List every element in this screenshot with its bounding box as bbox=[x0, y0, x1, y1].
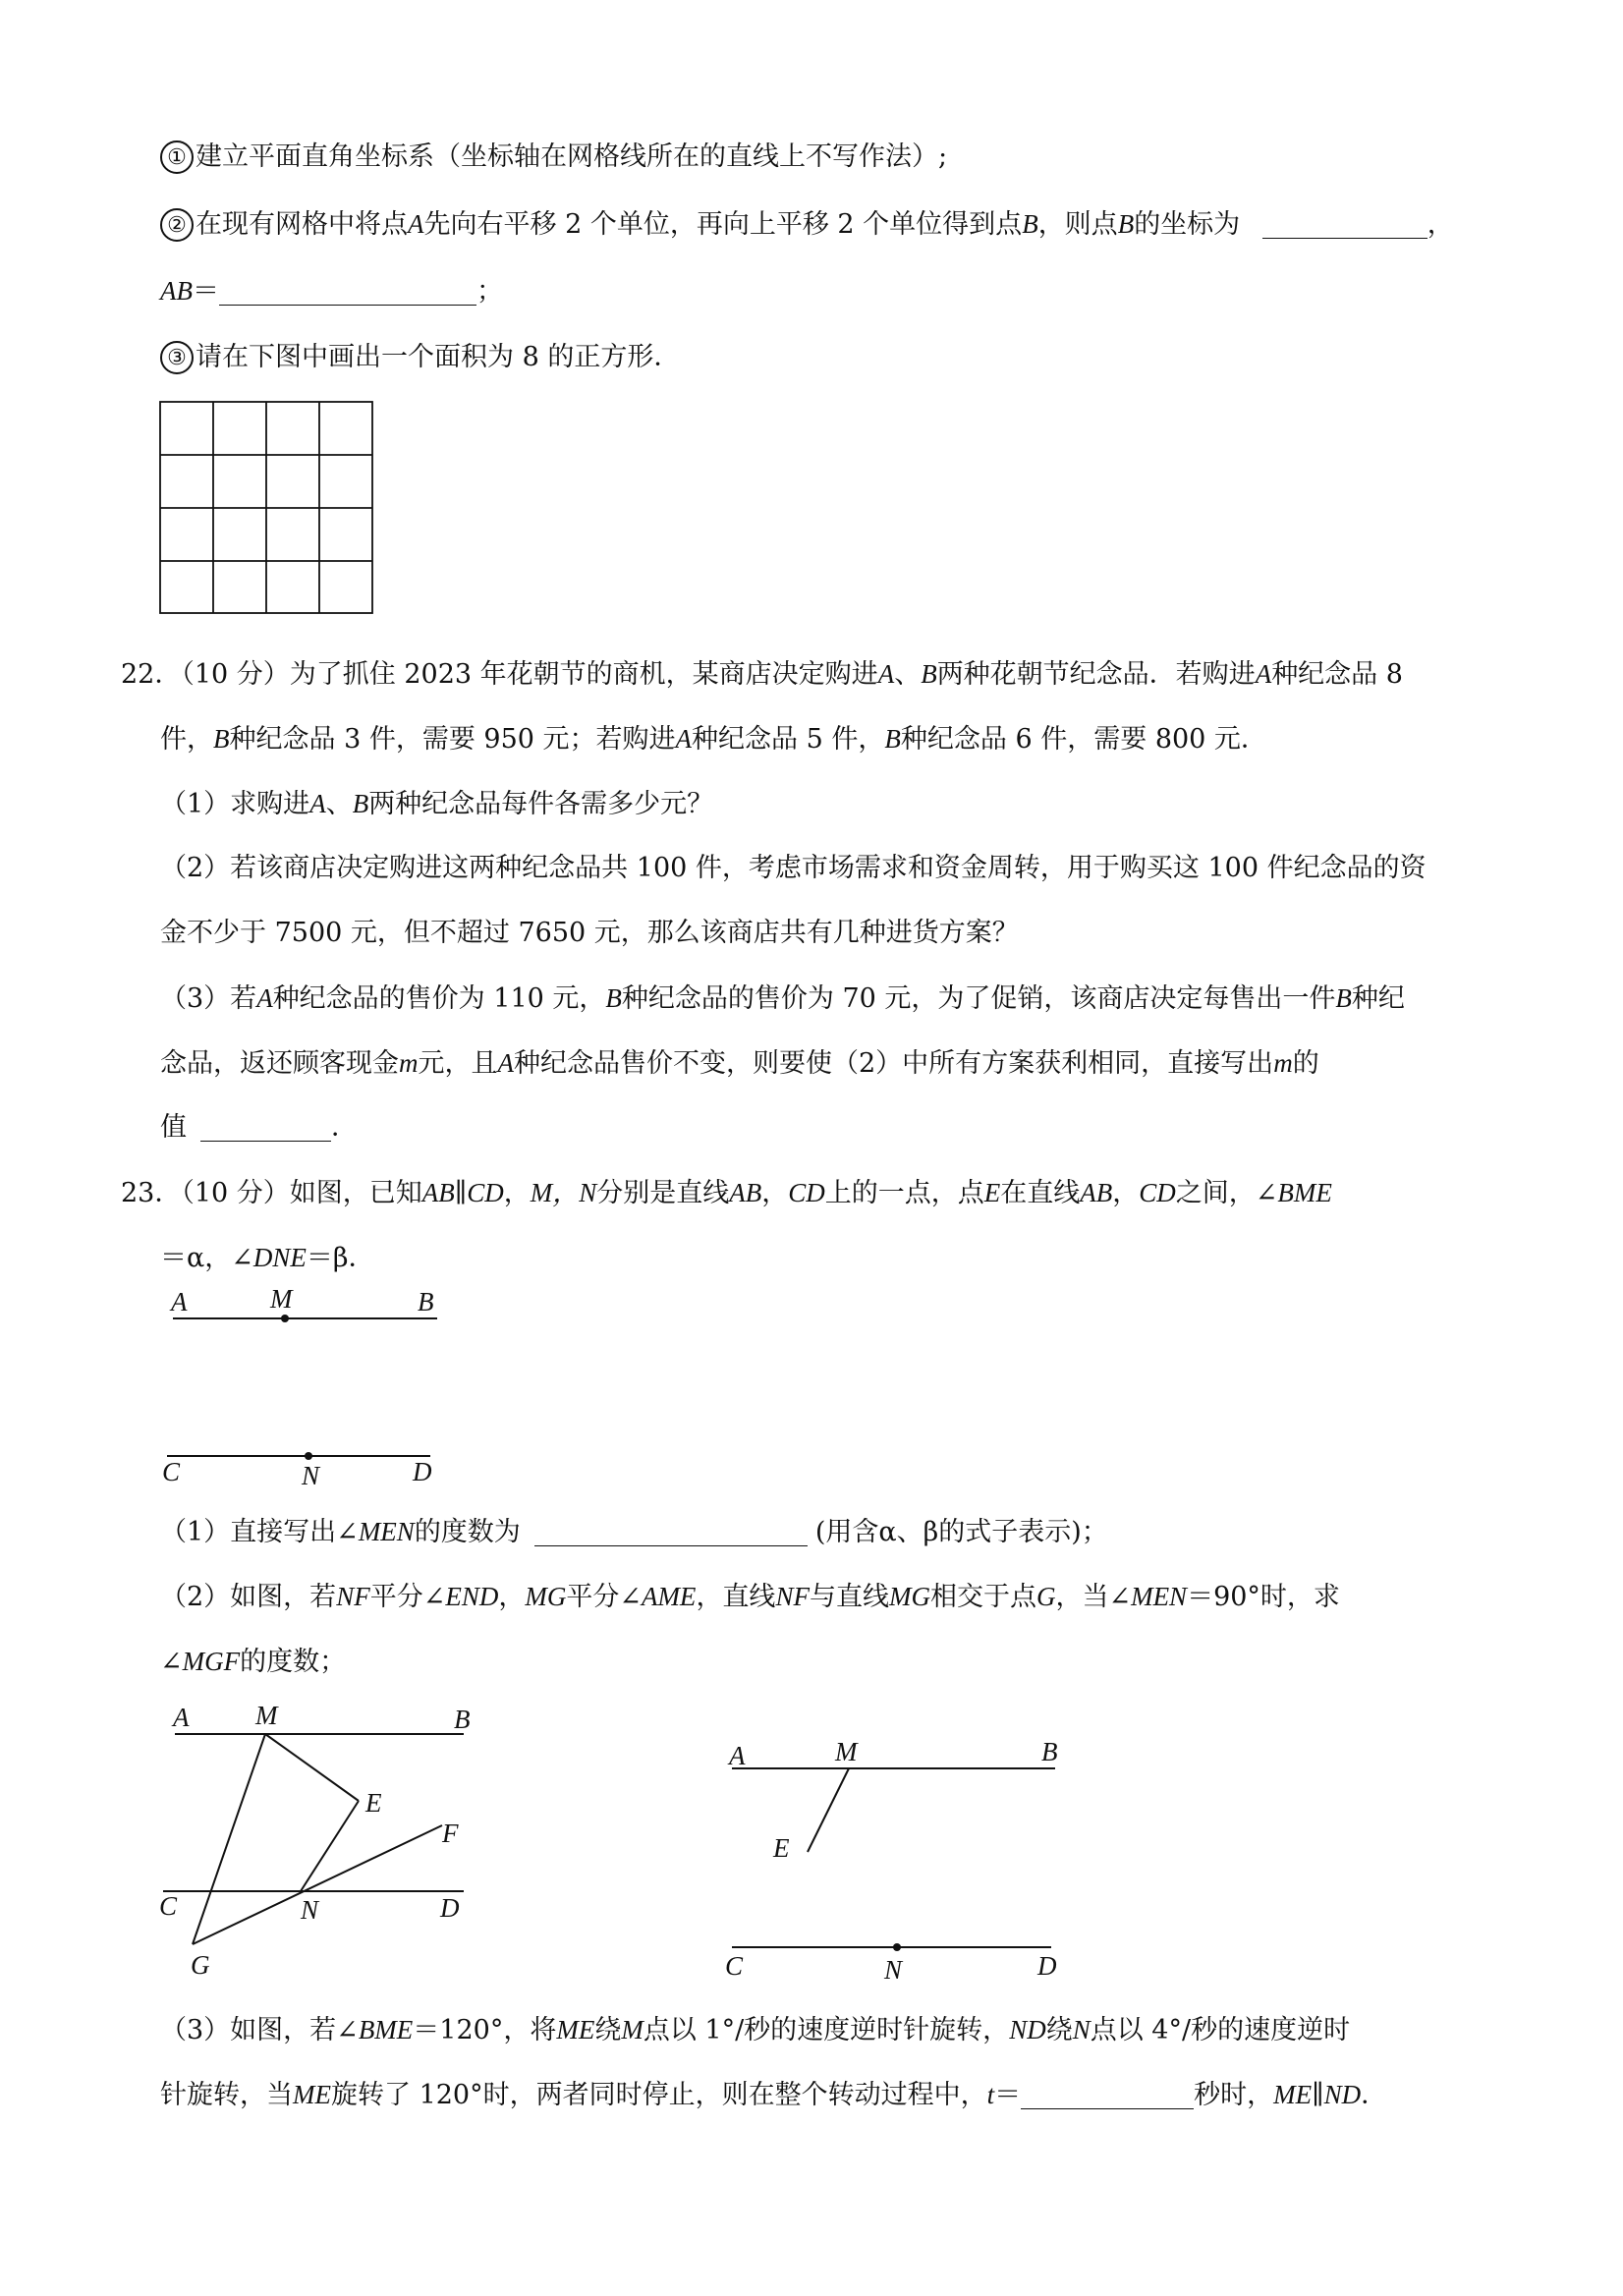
label-B: B bbox=[454, 1705, 471, 1734]
label-N: N bbox=[884, 1955, 903, 1985]
q22-part1: （1）求购进A、B两种纪念品每件各需多少元？ bbox=[160, 789, 714, 819]
answer-blank[interactable] bbox=[1262, 212, 1427, 239]
answer-blank[interactable] bbox=[534, 1520, 808, 1546]
q23-part1: （1）直接写出∠MEN的度数为 (用含α、β的式子表示)； bbox=[160, 1517, 1108, 1547]
label-N: N bbox=[302, 1461, 320, 1490]
answer-blank[interactable] bbox=[1021, 2083, 1194, 2109]
label-M: M bbox=[270, 1284, 293, 1314]
q21-item2-ab: AB＝ ； bbox=[160, 276, 503, 307]
label-C: C bbox=[159, 1891, 178, 1921]
label-E: E bbox=[365, 1788, 382, 1818]
q22-part2-line1: （2）若该商店决定购进这两种纪念品共 100 件，考虑市场需求和资金周转，用于购买这 100 件纪念品的资 bbox=[160, 853, 1427, 883]
label-A: A bbox=[171, 1287, 188, 1316]
label-A: A bbox=[173, 1703, 190, 1732]
q22-part2-line2: 金不少于 7500 元，但不超过 7650 元，那么该商店共有几种进货方案？ bbox=[160, 918, 1019, 948]
q23-part3-line2: 针旋转，当ME旋转了 120°时，两者同时停止，则在整个转动过程中，t＝ 秒时，ME∥ND． bbox=[160, 2080, 1388, 2110]
label-B: B bbox=[418, 1287, 434, 1316]
q22-line1: 22．（10 分）为了抓住 2023 年花朝节的商机，某商店决定购进A、B两种花朝节纪念品．若购进A种纪念品 8 bbox=[121, 659, 1403, 690]
q22-part3-line2: 念品，返还顾客现金m元，且A种纪念品售价不变，则要使（2）中所有方案获利相同，直接写出m的 bbox=[160, 1048, 1319, 1079]
label-D: D bbox=[413, 1457, 432, 1486]
q23-line2: ＝α，∠DNE＝β． bbox=[160, 1243, 375, 1273]
label-B: B bbox=[1041, 1737, 1058, 1766]
circled-1: ① bbox=[160, 140, 194, 174]
q22-line2: 件，B种纪念品 3 件，需要 950 元；若购进A种纪念品 5 件，B种纪念品 6 件，需要 800 元． bbox=[160, 724, 1267, 755]
label-C: C bbox=[162, 1457, 181, 1486]
q21-item3: ③ 请在下图中画出一个面积为 8 的正方形． bbox=[160, 340, 680, 375]
label-E: E bbox=[773, 1833, 790, 1863]
circled-3: ③ bbox=[160, 341, 194, 374]
label-C: C bbox=[725, 1951, 744, 1981]
label-D: D bbox=[1037, 1951, 1057, 1981]
q21-item2: ② 在现有网格中将点A先向右平移 2 个单位，再向上平移 2 个单位得到点B，则点B的坐标为 ， bbox=[160, 206, 1454, 243]
label-M: M bbox=[835, 1737, 858, 1766]
answer-blank[interactable] bbox=[219, 279, 476, 306]
q23-part2-line2: ∠MGF的度数； bbox=[160, 1647, 347, 1677]
q23-part2-line1: （2）如图，若NF平分∠END，MG平分∠AME，直线NF与直线MG相交于点G，当∠MEN＝90°时，求 bbox=[160, 1582, 1340, 1612]
label-G: G bbox=[191, 1950, 210, 1980]
figure-1 bbox=[157, 1277, 452, 1493]
grid-figure[interactable] bbox=[157, 399, 379, 617]
label-D: D bbox=[440, 1893, 460, 1923]
label-A: A bbox=[729, 1741, 746, 1770]
figure-3 bbox=[717, 1729, 1081, 1985]
circled-2: ② bbox=[160, 208, 194, 242]
q22-part3-line3: 值 ． bbox=[160, 1112, 358, 1143]
q22-part3-line1: （3）若A种纪念品的售价为 110 元，B种纪念品的售价为 70 元，为了促销，该商店决定每售出一件B种纪 bbox=[160, 983, 1405, 1014]
q21-item1: ① 建立平面直角坐标系（坐标轴在网格线所在的直线上不写作法）; bbox=[160, 140, 947, 175]
q23-part3-line1: （3）如图，若∠BME＝120°，将ME绕M点以 1°/秒的速度逆时针旋转，ND绕N点以 4°/秒的速度逆时 bbox=[160, 2015, 1351, 2045]
label-N: N bbox=[301, 1895, 319, 1925]
label-F: F bbox=[442, 1819, 459, 1848]
q23-line1: 23．（10 分）如图，已知AB∥CD，M，N分别是直线AB，CD上的一点，点E在直线AB，CD之间，∠BME bbox=[121, 1178, 1332, 1208]
answer-blank[interactable] bbox=[200, 1115, 331, 1142]
figure-2 bbox=[157, 1695, 491, 1980]
label-M: M bbox=[255, 1701, 278, 1730]
